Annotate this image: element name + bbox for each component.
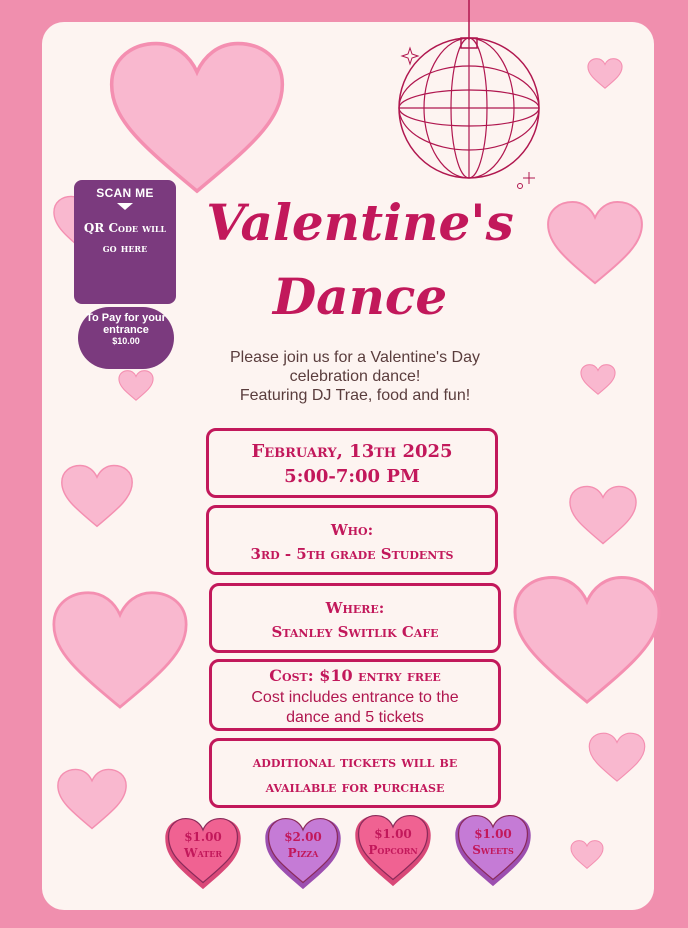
- arrow-down-icon: [117, 203, 133, 210]
- heart-icon: [570, 840, 604, 870]
- heart-icon: [118, 370, 154, 402]
- candy-price: $1.00: [184, 830, 222, 844]
- where-box: [209, 583, 501, 653]
- candy-price: $2.00: [284, 830, 322, 844]
- payment-amount: $10.00: [112, 336, 140, 346]
- candy-price: $1.00: [374, 827, 412, 841]
- date-box: [206, 428, 498, 498]
- where-text: Stanley Switlik Cafe: [271, 623, 439, 641]
- candy-heart: [262, 815, 344, 891]
- heart-icon: [580, 364, 616, 396]
- intro-line-3: Featuring DJ Trae, food and fun!: [239, 387, 471, 404]
- who-heading: Who:: [330, 521, 374, 539]
- title-line-2: Dance: [272, 267, 448, 326]
- payment-label: To Pay for your entrance: [86, 312, 166, 336]
- who-text: 3rd - 5th grade Students: [250, 545, 454, 563]
- qr-code-panel[interactable]: [74, 180, 176, 304]
- intro-text: [180, 348, 530, 405]
- candy-item: Water: [184, 846, 222, 860]
- candy-heart: [352, 812, 434, 888]
- scan-me-label: SCAN ME: [96, 186, 154, 200]
- date-text: February, 13th 2025: [251, 441, 453, 462]
- candy-item: Popcorn: [368, 843, 418, 857]
- title-line-1: Valentine's: [206, 193, 514, 252]
- additional-tickets-box: [209, 738, 501, 808]
- cost-detail-1: Cost includes entrance to the: [251, 689, 459, 706]
- where-heading: Where:: [325, 599, 385, 617]
- payment-badge: [78, 307, 174, 369]
- disco-ball-icon: [395, 0, 555, 195]
- candy-heart: [162, 815, 244, 891]
- candy-price: $1.00: [474, 827, 512, 841]
- intro-line-1: Please join us for a Valentine's Day: [229, 349, 480, 366]
- heart-icon: [102, 40, 292, 200]
- cost-box: [209, 659, 501, 731]
- additional-line-1: additional tickets will be: [252, 753, 458, 771]
- candy-heart: [452, 812, 534, 888]
- heart-icon: [545, 200, 645, 288]
- candy-item: Pizza: [287, 846, 319, 860]
- who-box: [206, 505, 498, 575]
- candy-item: Sweets: [472, 843, 514, 857]
- heart-icon: [60, 464, 134, 530]
- qr-placeholder-text: QR Code will go here: [83, 221, 167, 255]
- additional-line-2: available for purchase: [265, 778, 445, 796]
- cost-detail-2: dance and 5 tickets: [286, 709, 424, 726]
- heart-icon: [56, 768, 128, 832]
- heart-icon: [512, 562, 662, 722]
- cost-heading: Cost: $10 entry free: [269, 666, 441, 685]
- heart-icon: [588, 732, 646, 784]
- intro-line-2: celebration dance!: [289, 368, 421, 385]
- heart-icon: [568, 485, 638, 547]
- time-text: 5:00-7:00 PM: [284, 466, 420, 487]
- heart-icon: [50, 590, 190, 714]
- heart-icon: [587, 58, 623, 90]
